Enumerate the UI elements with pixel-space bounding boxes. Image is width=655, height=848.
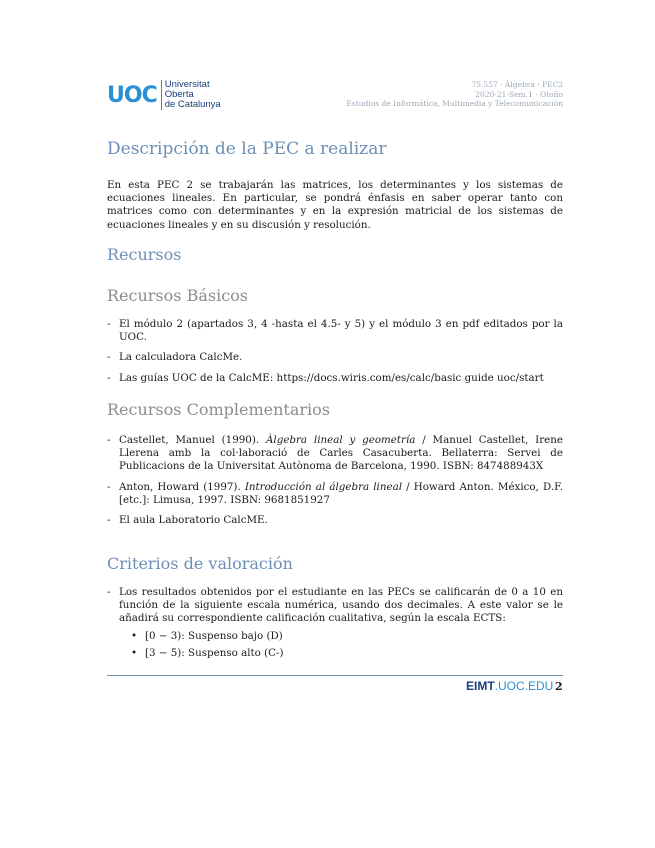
header-course: 75.557 · Álgebra · PEC2 bbox=[471, 80, 563, 89]
recursos-basicos-list bbox=[107, 318, 563, 385]
grade-scale-item: • [3 − 5): Suspenso alto (C-) bbox=[119, 647, 563, 660]
recursos-complementarios-list bbox=[107, 434, 563, 527]
footer-brand: EIMT.UOC.EDU bbox=[466, 679, 554, 693]
list-item: - La calculadora CalcMe. bbox=[107, 351, 563, 364]
uoc-logo-mark: UOC bbox=[107, 82, 157, 108]
page-title: Descripción de la PEC a realizar bbox=[107, 139, 387, 159]
uoc-logo-text bbox=[161, 80, 225, 110]
grade-scale-item: • [0 − 3): Suspenso bajo (D) bbox=[119, 630, 563, 643]
uoc-logo bbox=[107, 80, 225, 110]
page-header bbox=[346, 80, 563, 109]
list-item: - Los resultados obtenidos por el estudiante en las PECs se calificarán de 0 a 10 en función de la siguiente escala numérica, usando dos decimales. A este valor se le añadirá su correspondiente calificación cualitativa, según la escala ECTS: • [0 − 3): Suspenso bajo (D) • [3 − 5): Suspenso alto (C-) bbox=[107, 586, 563, 660]
footer-divider bbox=[107, 675, 563, 676]
logo-line-1: Universitat Oberta bbox=[164, 79, 210, 100]
criterios-list bbox=[107, 586, 563, 664]
list-item: - Las guías UOC de la CalcME: https://docs.wiris.com/es/calc/basic guide uoc/start bbox=[107, 372, 563, 385]
list-item: - El aula Laboratorio CalcME. bbox=[107, 514, 563, 527]
intro-paragraph: En esta PEC 2 se trabajarán las matrices, los determinantes y los sistemas de ecuaciones lineales. En particular, se pondrá énfasis en saber operar tanto con matrices como con determinantes y en la expresión matricial de los sistemas de ecuaciones lineales y en su discusión y resolución. bbox=[107, 179, 563, 231]
recursos-complementarios-heading: Recursos Complementarios bbox=[107, 400, 330, 419]
logo-line-2: de Catalunya bbox=[164, 99, 221, 110]
book-title: Introducción al álgebra lineal bbox=[244, 480, 402, 493]
header-semester: 2020-21-Sem.1 · Otoño bbox=[475, 89, 563, 99]
recursos-heading: Recursos bbox=[107, 245, 182, 264]
book-title: Àlgebra lineal y geometría bbox=[266, 434, 416, 446]
grade-scale-list bbox=[119, 630, 563, 660]
list-item: - El módulo 2 (apartados 3, 4 -hasta el 4.5- y 5) y el módulo 3 en pdf editados por la UOC. bbox=[107, 318, 563, 344]
criterios-heading: Criterios de valoración bbox=[107, 554, 293, 573]
header-studies: Estudios de Informática, Multimedia y Telecomunicación bbox=[346, 99, 563, 108]
list-item: - Anton, Howard (1997). Introducción al álgebra lineal / Howard Anton. México, D.F. [etc.]: Limusa, 1997. ISBN: 9681851927 bbox=[107, 481, 563, 507]
recursos-basicos-heading: Recursos Básicos bbox=[107, 286, 248, 305]
list-item: - Castellet, Manuel (1990). Àlgebra lineal y geometría / Manuel Castellet, Irene Llerena amb la col·laboració de Carles Casacuberta. Bellaterra: Servei de Publicacions de la Universitat Autònoma de Barcelona, 1990. ISBN: 847488943X bbox=[107, 434, 563, 474]
page-number: 2 bbox=[555, 680, 563, 693]
